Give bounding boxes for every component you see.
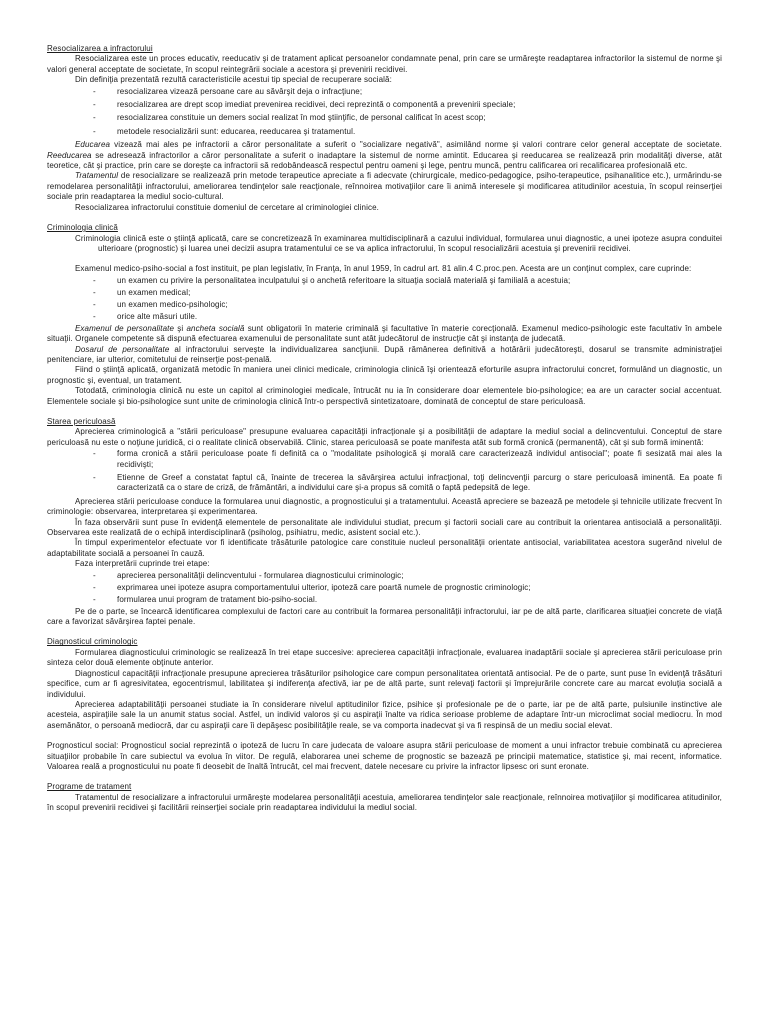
paragraph: Formularea diagnosticului criminologic se realizează în trei etape succesive: aprecierea capacităţii infracţionale, evaluarea inadaptării sociale şi aprecierea stării periculoase prin sinteza celor două elemente obţinute anterior. [47,647,722,668]
paragraph: Dosarul de personalitate al infractorului serveşte la individualizarea sancţiunii. După rămânerea definitivă a hotărârii judecătoreşti, dosarul se transmite administraţiei penitenciare, iar ulterior, comitetului de reinserţie post-penală. [47,344,722,364]
list-item: - un examen cu privire la personalitatea inculpatului şi o anchetă referitoare la situaţia socială materială şi familială a acestuia; [47,276,722,286]
list-item: - metodele resocializării sunt: educarea, reeducarea şi tratamentul. [47,127,722,137]
section-title-starea-periculoasa: Starea periculoasă [47,416,116,426]
section-title-resocializare: Resocializarea a infractorului [47,44,153,53]
paragraph: Tratamentul de resocializare a infractorului urmăreşte modelarea personalităţii acestuia, ameliorarea tendinţelor sale reacţionale, reînnoirea motivaţiilor şi modificarea atitudinilor, în scopul prevenirii recidivei şi facilitării reinserţiei sociale prin readaptarea individului la mediul social. [47,792,722,813]
paragraph: Resocializarea este un proces educativ, reeducativ şi de tratament aplicat persoanelor condamnate penal, prin care se urmăreşte readaptarea infractorilor la sistemul de norme şi valori general acceptate de societate, în scopul reintegrării sociale a acestora şi prevenirii recidivei. [47,54,722,74]
list-item: - un examen medical; [47,288,722,298]
section-title-criminologia-clinica: Criminologia clinică [47,223,118,233]
paragraph: Examenul medico-psiho-social a fost instituit, pe plan legislativ, în Franţa, în anul 1959, în cadrul art. 81 alin.4 C.proc.pen. Acesta are un conţinut complex, care cuprinde: [75,264,692,274]
list [47,449,722,494]
paragraph: Totodată, criminologia clinică nu este un capitol al criminologiei medicale, întrucât nu ia în considerare doar elementele bio-psihologice; ea are un caracter social accentuat. Elementele sociale şi bio-psihologice sunt unite de criminologia clinică într-o perspectivă sintetizatoare, dominată de conceptul de stare periculoasă. [47,386,722,406]
paragraph: În timpul experimentelor efectuate vor fi identificate trăsăturile patologice care constituie nucleul personalităţii orientate antisocial, variabilitatea acestora sugerând nivelul de adaptabilitate socială a persoanei în cauză. [47,538,722,558]
list-item: - un examen medico-psihologic; [47,300,722,310]
paragraph: În faza observării sunt puse în evidenţă elementele de personalitate ale individului studiat, precum şi factorii sociali care au contribuit la orientarea antisocială a personalităţii. Observarea este realizată de o echipă interdisciplinară (psiholog, psihiatru, medic, asistent social etc.). [47,517,722,538]
paragraph: Diagnosticul capacităţii infracţionale presupune aprecierea trăsăturilor psihologice care compun personalitatea orientată antisocial. Pe de o parte, sunt puse în evidenţă trăsături specifice, cum ar fi agresivitatea, egocentrismul, labilitatea şi indiferenţa afectivă, iar pe de altă parte, sunt relevaţi factorii şi împrejurările concrete care au marcat evoluţia socială a individului. [47,668,722,699]
term-tratamentul: Tratamentul [75,171,119,181]
paragraph: Aprecierea criminologică a "stării periculoase" presupune evaluarea capacităţii infracţionale şi a posibilităţii de adaptare la mediul social a delincventului. Conceptul de stare periculoasă nu este o noţiune juridică, ci o realitate clinică observabilă. Clinic, starea periculoasă se poate manifesta atât sub formă cronică (permanentă), cât şi sub formă iminentă: [47,427,722,447]
list-item: - resocializarea vizează persoane care au săvârşit deja o infracţiune; [47,87,722,97]
paragraph: Aprecierea adaptabilităţii persoanei studiate ia în considerare nivelul aptitudinilor fizice, psihice şi profesionale pe de o parte, iar pe de altă parte, pulsiunile instinctive ale acesteia, aspiraţiile sale la un anumit status social. Astfel, un individ valoros şi cu aspiraţii înalte va ridica serioase probleme de adaptare într-un microclimat social mediocru. În mod asemănător, o persoană mediocră, dar cu aspiraţii care îi depăşesc posibilităţile reale, se va comporta inadecvat şi va fi respinsă de un mediu social elevat. [47,699,722,730]
paragraph: Educarea vizează mai ales pe infractorii a căror personalitate a suferit o "socializare negativă", asimilând norme şi valori contrare celor general acceptate de societate. Reeducarea se adresează infractorilor a căror personalitate a suferit o inadaptare la sistemul de norme amintit. Educarea şi reeducarea se realizează prin modalităţi diverse, atât teoretice, cât şi practice, prin care se doreşte ca infractorii să redobândească respectul pentru oameni şi lege, pentru muncă, pentru calificarea ori recalificarea profesională etc. [47,140,722,171]
list-item: - Etienne de Greef a constatat faptul că, înainte de trecerea la săvârşirea actului infracţional, toţi delincvenţii parcurg o stare periculoasă iminentă. Ea poate fi caracterizată ca o stare de criză, de frământări, a individului care şi-a propus să comită o faptă pedepsită de lege. [47,473,722,494]
paragraph: Tratamentul de resocializare se realizează prin metode terapeutice apreciate a fi adecvate (chirurgicale, medico-pedagogice, psiho-terapeutice, psihanalitice etc.), urmărindu-se remodelarea personalităţii infractorului, ameliorarea tendinţelor sale reacţionale, reînnoirea motivaţiilor care îi animă interesele şi modificarea atitudinilor acestuia, în scopul reinserţiei sociale prin readaptarea la mediul socio-cultural. [47,171,722,202]
paragraph: Examenul de personalitate şi ancheta socială sunt obligatorii în materie criminală şi facultative în materie corecţională. Examenul medico-psihologic este facultativ în ambele situaţii. Organele competente să dispună efectuarea examenului de personalitate sunt atât judecătorul de instrucţie cât şi instanţa de judecată. [47,323,723,344]
paragraph: Pe de o parte, se încearcă identificarea complexului de factori care au contribuit la formarea personalităţii infractorului, iar pe de altă parte, clarificarea situaţiei concrete de viaţă care a favorizat săvârşirea faptei penale. [47,606,722,627]
paragraph: Faza interpretării cuprinde trei etape: [75,559,210,569]
list-item: - exprimarea unei ipoteze asupra comportamentului ulterior, ipoteză care poartă numele de prognostic criminologic; [47,583,722,593]
list-item: - forma cronică a stării periculoase poate fi definită ca o "modalitate psihologică şi morală care caracterizează individul antisocial"; poate fi sesizată mai ales la recidivişti; [47,449,722,470]
paragraph: Criminologia clinică este o ştiinţă aplicată, care se concretizează în examinarea multidisciplinară a cazului individual, formularea unui diagnostic, a unei ipoteze asupra conduitei ulterioare (prognostic) şi luarea unei decizii asupra tratamentului ce se va aplica infractorului, în scopul resocializării acestuia şi prevenirii recidivei. [75,233,722,253]
list [47,87,722,138]
paragraph-prognostic: Prognosticul social: Prognosticul social reprezintă o ipoteză de lucru în care judecata de valoare asupra stării periculoase de moment a unui infractor trebuie combinată cu aprecierea situaţiilor probabile în care subiectul va evolua în viitor. De regulă, elaborarea unei scheme de prognostic se bazează pe principii matematice, statistice şi, mai recent, informatice. Valoarea reală a prognosticului nu poate fi deosebit de înaltă întrucât, cel mai frecvent, datele necesare cu privire la infractor lipsesc ori sunt eronate. [47,741,722,771]
list [47,571,722,605]
list-item: - formularea unui program de tratament bio-psiho-social. [47,595,722,605]
paragraph: Fiind o ştiinţă aplicată, organizată metodic în maniera unei clinici medicale, criminologia clinică îşi orientează eforturile asupra infractorului concret, formulând un diagnostic, un prognostic şi, eventual, un tratament. [47,365,722,385]
paragraph: Aprecierea stării periculoase conduce la formularea unui diagnostic, a prognosticului şi a tratamentului. Această apreciere se bazează pe metodele şi tehnicile utilizate frecvent în criminologie: observarea, interpretarea şi experimentarea. [47,496,722,517]
section-title-programe: Programe de tratament [47,782,132,792]
term-educarea: Educarea [75,140,111,150]
term-reeducarea: Reeducarea [47,150,92,160]
list [47,276,722,322]
list-item: - resocializarea are drept scop imediat prevenirea recidivei, deci reprezintă o componentă a prevenirii speciale; [47,100,722,110]
paragraph: Din definiţia prezentată rezultă caracteristicile acestui tip special de recuperare socială: [75,75,392,85]
list-item: - orice alte măsuri utile. [47,312,722,322]
paragraph: Resocializarea infractorului constituie domeniul de cercetare al criminologiei clinice. [75,202,379,212]
list-item: - resocializarea constituie un demers social realizat în mod ştiinţific, de personal calificat în acest scop; [47,113,722,123]
list-item: - aprecierea personalităţii delincventului - formularea diagnosticului criminologic; [47,571,722,581]
section-title-diagnosticul: Diagnosticul criminologic [47,637,138,647]
